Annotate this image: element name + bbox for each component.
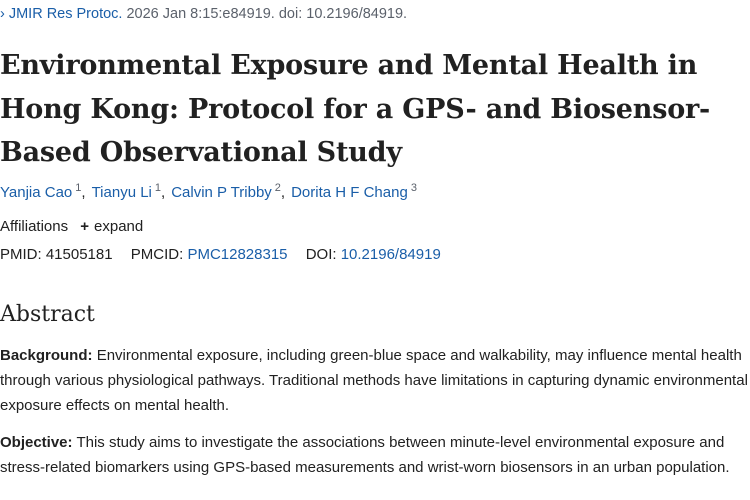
objective-text: This study aims to investigate the associations between minute-level environmental exposure and stress-related biomarkers using GPS-based measurements and wrist-worn biosensors in an urban population.: [0, 434, 730, 476]
affiliations-label: Affiliations: [0, 218, 69, 235]
affiliations-row: [0, 216, 143, 238]
author-link[interactable]: Tianyu Li: [91, 184, 152, 201]
abstract-background: [0, 343, 748, 418]
author-separator: ,: [81, 184, 86, 201]
article-title: Environmental Exposure and Mental Health in Hong Kong: Protocol for a GPS- and Biosensor-Based Observational Study: [0, 50, 711, 168]
affiliation-number[interactable]: 3: [410, 182, 417, 194]
doi-link[interactable]: 10.2196/84919: [340, 246, 441, 263]
affiliation-number[interactable]: 1: [75, 182, 82, 194]
abstract-heading: Abstract: [0, 302, 95, 327]
abstract-objective: [0, 430, 748, 480]
background-text: Environmental exposure, including green-blue space and walkability, may influence mental health through various physiological pathways. Traditional methods have limitations in capturing dynamic environmental exposure effects on mental health.: [0, 347, 748, 414]
affiliation-number[interactable]: 2: [274, 182, 281, 194]
author-link[interactable]: Calvin P Tribby: [171, 184, 272, 201]
journal-link[interactable]: JMIR Res Protoc.: [8, 6, 123, 22]
author-separator: ,: [161, 184, 166, 201]
pmcid-link[interactable]: PMC12828315: [187, 246, 288, 263]
doi-label: DOI:: [305, 246, 337, 263]
author-list: [0, 176, 417, 205]
chevron-right-icon: ›: [0, 6, 5, 22]
background-label: Background:: [0, 347, 93, 364]
journal-citation: [0, 4, 407, 24]
citation-details: 2026 Jan 8:15:e84919. doi: 10.2196/84919.: [126, 6, 408, 22]
pmid-label: PMID:: [0, 246, 42, 263]
affiliation-number[interactable]: 1: [154, 182, 162, 194]
objective-label: Objective:: [0, 434, 73, 451]
author-link[interactable]: Yanjia Cao: [0, 184, 73, 201]
expand-label: expand: [94, 218, 144, 235]
plus-icon: +: [80, 218, 90, 235]
author-separator: ,: [280, 184, 286, 201]
pmcid-label: PMCID:: [130, 246, 184, 263]
author-link[interactable]: Dorita H F Chang: [291, 184, 408, 201]
identifiers-row: [0, 244, 441, 266]
pmid-value: 41505181: [45, 246, 113, 263]
expand-affiliations-button[interactable]: [80, 218, 143, 235]
